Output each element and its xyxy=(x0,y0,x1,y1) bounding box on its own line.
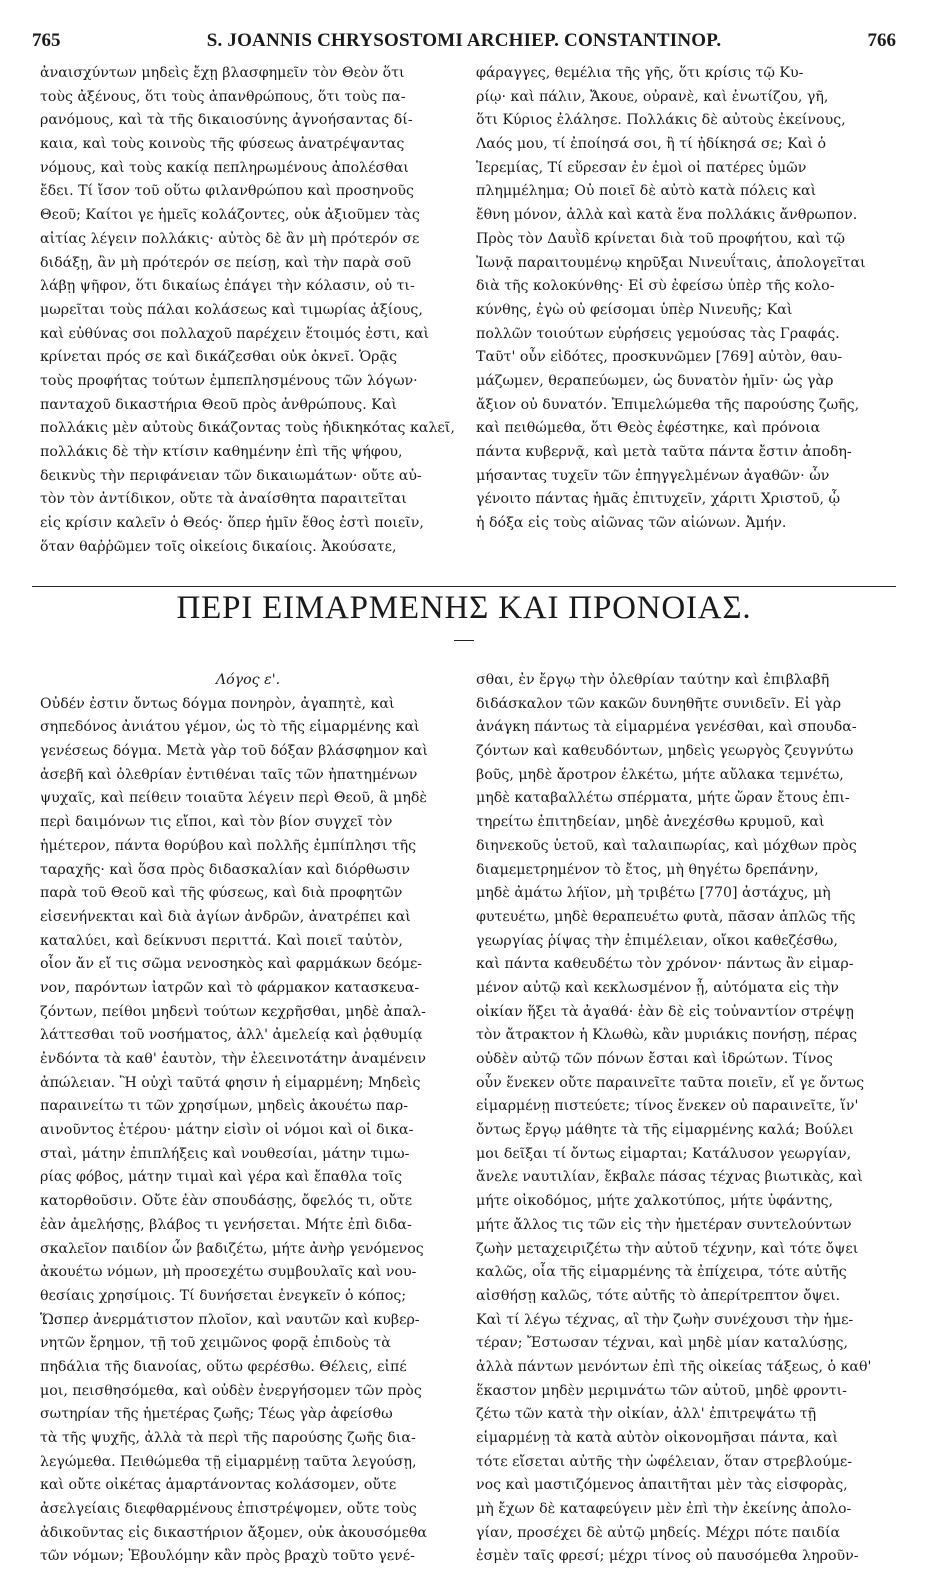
text-line: σταὶ, μάτην ἐπιπλήξεις καὶ νουθεσίαι, μάτην τιμω- xyxy=(40,1145,410,1162)
text-line: κύνθης, ἐγὼ οὐ φείσομαι ὑπὲρ Νινευῆς; Καὶ xyxy=(476,301,793,318)
text-line: πανταχοῦ δικαστήρια Θεοῦ πρὸς ἀνθρώπους. Καὶ xyxy=(40,396,397,413)
text-line: οἷον ἄν εἴ τις σῶμα νενοσηκὸς καὶ φαρμάκων δεόμε- xyxy=(40,956,423,973)
text-line: ὅτι Κύριος ἐλάλησε. Πολλάκις δὲ αὐτοὺς ἐκείνους, xyxy=(476,112,846,129)
page-number-right: 766 xyxy=(867,30,896,51)
text-line: ἔθνη μόνον, ἀλλὰ καὶ κατὰ ἕνα πολλάκις ἄνθρωπον. xyxy=(476,207,858,224)
text-line: τοὺς ἀξένους, ὅτι τοὺς ἀπανθρώπους, ὅτι τοὺς πα- xyxy=(40,88,406,105)
text-line: Λόγος ε'. xyxy=(215,672,281,688)
page-number-left: 765 xyxy=(32,30,61,51)
text-line: τέραν; Ἔστωσαν τέχναι, καὶ μηδὲ μίαν καταλύσῃς, xyxy=(476,1335,848,1352)
top-right-column xyxy=(476,62,892,536)
text-line: κατορθοῦσιν. Οὔτε ἐὰν σπουδάσῃς, ὄφελός τι, οὔτε xyxy=(40,1193,413,1210)
text-line: τὰ τῆς ψυχῆς, ἀλλὰ τὰ περὶ τῆς παρούσης ζωῆς δια- xyxy=(40,1430,416,1446)
text-line: μήσαντας τυχεῖν τῶν ἐπηγγελμένων ἀγαθῶν· ὧν xyxy=(476,467,830,484)
text-line: ἀνάγκη πάντως τὰ εἱμαρμένα γενέσθαι, καὶ σπουδα- xyxy=(476,719,857,736)
text-line: μήτε ἄλλος τις τῶν εἰς τὴν ἡμετέραν συντελούντων xyxy=(476,1216,852,1233)
text-line: ζόντων, πείθοι μηδενὶ τούτων κεχρῆσθαι, μηδὲ ἀπαλ- xyxy=(40,1003,426,1020)
text-line: πλημμέλημα; Οὐ ποιεῖ δὲ αὐτὸ κατὰ πόλεις καὶ xyxy=(476,183,817,200)
text-line: καταλύει, καὶ δείκνυσι περιττά. Καὶ ποιεῖ ταὐτὸν, xyxy=(40,932,403,949)
text-line: ἀσελγείαις διεφθαρμένους ἐπιστρέψομεν, οὔτε τοὺς xyxy=(40,1501,417,1518)
text-line: καλῶς, οἷα τῆς εἱμαρμένης τὰ ἐπίχειρα, τότε αὐτῆς xyxy=(476,1264,847,1281)
text-line: ὅταν θαῤῥῶμεν τοῖς οἰκείοις δικαίοις. Ἀκούσατε, xyxy=(40,538,397,555)
text-line: παρὰ τοῦ Θεοῦ καὶ τῆς φύσεως, καὶ διὰ προφητῶν xyxy=(40,885,403,902)
text-line: τότε εἴσεται αὐτῆς τὴν ὠφέλειαν, ὅταν στρεβλούμε- xyxy=(476,1453,853,1470)
text-line: σωτηρίαν τῆς ἡμετέρας ζωῆς; Τέως γὰρ ἀφείσθω xyxy=(40,1406,393,1423)
text-line: ἀσεβῆ καὶ ὀλεθρίαν ἐντιθέναι ταῖς τῶν ἠπατημένων xyxy=(40,766,418,783)
text-line: πολλάκις δὲ τὴν κτίσιν καθημένην ἐπὶ τῆς ψήφου, xyxy=(40,444,403,460)
text-line: γίαν, προσέχει δὲ αὐτῷ μηδείς. Μέχρι πότε παιδία xyxy=(476,1524,841,1541)
text-line: περὶ δαιμόνων τις εἴποι, καὶ τὸν βίον συγχεῖ τὸν xyxy=(40,814,393,831)
text-line: σκαλεῖον παιδίον ὧν βαδιζέτω, μήτε ἀνὴρ γενόμενος xyxy=(40,1240,424,1257)
text-line: πολλῶν τοιούτων εὑρήσεις γεμούσας τὰς Γραφάς. xyxy=(476,325,840,342)
text-line: καὶ πάντα καθευδέτω τὸν χρόνον· πάντως ἂν εἱμαρ- xyxy=(476,956,854,973)
bottom-right-column xyxy=(476,669,892,1569)
text-line: μοι, πεισθησόμεθα, καὶ οὐδὲν ἐνεργήσομεν τῶν πρὸς xyxy=(40,1382,422,1399)
text-line: μωρεῖται τοὺς πάλαι κολάσεως καὶ τιμωρίας ἀξίους, xyxy=(40,301,423,318)
text-line: ἀδικοῦντας εἰς δικαστήριον ἄξομεν, οὐκ ἀκουσόμεθα xyxy=(40,1524,427,1541)
text-line: μηδὲ ἀμάτω λήϊον, μὴ τριβέτω [770] ἀστάχυς, μὴ xyxy=(476,885,831,902)
text-line: καὶ εὐθύνας σοι πολλαχοῦ παρέχειν ἕτοιμός ἐστι, καὶ xyxy=(40,325,430,342)
text-line: ψυχαῖς, καὶ πείθειν τοιαῦτα λέγειν περὶ Θεοῦ, ἃ μηδὲ xyxy=(40,790,427,807)
text-line: νον, παρόντων ἰατρῶν καὶ τὸ φάρμακον κατασκευα- xyxy=(40,979,420,996)
text-line: ἐὰν ἀμελήσῃς, βλάβος τι γενήσεται. Μήτε ἐπὶ διδα- xyxy=(40,1216,412,1233)
text-line: ἀλλὰ πάντων μενόντων ἐπὶ τῆς οἰκείας τάξεως, ὁ καθ' xyxy=(476,1358,872,1375)
text-line: παραινείτω τι τῶν χρησίμων, μηδεὶς ἀκουέτω παρ- xyxy=(40,1098,409,1115)
text-line: φάραγγες, θεμέλια τῆς γῆς, ὅτι κρίσις τῷ Κυ- xyxy=(476,65,804,81)
text-line: ζέτω τῶν κατὰ τὴν οἰκίαν, ἀλλ' ἐπιτρεψάτω τῇ xyxy=(476,1406,817,1423)
text-line: οἰκίαν ἥξει τὰ ἀγαθά· ἐὰν δὲ εἰς τοὐναντίον στρέψῃ xyxy=(476,1003,854,1020)
text-line: ρίας φόβος, μάτην τιμαὶ καὶ γέρα καὶ ἔπαθλα τοῖς xyxy=(40,1169,403,1186)
text-line: Ταῦτ' οὖν εἰδότες, προσκυνῶμεν [769] αὐτὸν, θαυ- xyxy=(476,349,843,366)
text-line: διηνεκοῦς ὑετοῦ, καὶ ταλαιπωρίας, καὶ μόχθων πρὸς xyxy=(476,837,857,854)
text-line: νόμους, καὶ τοὺς κακίᾳ πεπληρωμένους ἀπολέσθαι xyxy=(40,159,409,176)
text-line: Ἰωνᾷ παραιτουμένῳ κηρῦξαι Νινευΐταις, ἀπολογεῖται xyxy=(476,254,866,271)
text-line: σηπεδόνος ἀνιάτου γέμον, ὡς τὸ τῆς εἱμαρμένης καὶ xyxy=(40,719,420,736)
text-line: τοὺς προφήτας τούτων ἐμπεπλησμένους τῶν λόγων· xyxy=(40,372,418,389)
text-line: λάβῃ ψῆφον, ὅτι δικαίως ἐπάγει τὴν κόλασιν, οὐ τι- xyxy=(40,278,415,295)
text-line: ἐσμὲν ταῖς φρεσί; μέχρι τίνος οὐ παυσόμεθα ληροῦν- xyxy=(476,1548,859,1565)
text-line: ἄξιον οὐ δυνατόν. Ἐπιμελώμεθα τῆς παρούσης ζωῆς, xyxy=(476,396,860,413)
text-line: βοῦς, μηδὲ ἄροτρον ἑλκέτω, μήτε αὔλακα τεμνέτω, xyxy=(476,766,844,783)
section-title: ΠΕΡΙ ΕΙΜΑΡΜΕΝΗΣ ΚΑΙ ΠΡΟΝΟΙΑΣ. xyxy=(176,590,752,626)
text-line: μὴ ἔχων δὲ καταφεύγειν μὲν ἐπὶ τὴν ἐκείνης ἀπολο- xyxy=(476,1501,852,1518)
text-line: διδάσκαλον τῶν κακῶν δυνηθῆτε συνιδεῖν. Εἰ γὰρ xyxy=(476,695,842,712)
text-line: ἐνδόντα τὰ καθ' ἑαυτὸν, τὴν ἐλεεινοτάτην ἀναμένειν xyxy=(40,1051,427,1067)
running-title: S. JOANNIS CHRYSOSTOMI ARCHIEP. CONSTANTINOP. xyxy=(206,30,722,51)
text-line: Καὶ τί λέγω τέχνας, αἳ τὴν ζωὴν συνέχουσι τὴν ἡμε- xyxy=(476,1311,854,1328)
text-line: τηρείτω ἐπιτηδείαν, μηδὲ ἀνεχέσθω κρυμοῦ, καὶ xyxy=(476,814,825,831)
text-line: Ἱερεμίας, Τί εὕρεσαν ἐν ἐμοὶ οἱ πατέρες ὑμῶν xyxy=(476,159,807,176)
text-line: εἱμαρμένῃ τὰ κατὰ αὐτὸν οἰκονομῆσαι πάντα, καὶ xyxy=(476,1430,839,1446)
text-line: εἱμαρμένῃ πιστεύετε; τίνος ἕνεκεν οὐ παραινεῖτε, ἵν' xyxy=(476,1098,859,1115)
text-line: μοι δεῖξαι τί ὄντως εἱμαρται; Κατάλυσον γεωργίαν, xyxy=(476,1145,852,1162)
top-left-column xyxy=(40,62,456,559)
text-line: γένοιτο πάντας ἡμᾶς ἐπιτυχεῖν, χάριτι Χριστοῦ, ᾧ xyxy=(476,491,841,508)
text-line: σθαι, ἐν ἔργῳ τὴν ὀλεθρίαν ταύτην καὶ ἐπιβλαβῆ xyxy=(476,672,830,688)
text-line: ἕκαστον μηδὲν μεριμνάτω τῶν αὐτοῦ, μηδὲ φροντι- xyxy=(476,1382,847,1399)
text-line: λάττεσθαι τοῦ νοσήματος, ἀλλ' ἀμελείᾳ καὶ ῥᾳθυμίᾳ xyxy=(40,1027,423,1044)
section-divider xyxy=(32,586,896,587)
text-line: αἰτίας λέγειν πολλάκις· αὐτὸς δὲ ἂν μὴ πρότερόν σε xyxy=(40,230,420,247)
text-line: γεωργίας ῥίψας τὴν ἐπιμέλειαν, οἴκοι καθεζέσθω, xyxy=(476,932,838,949)
text-line: Οὐδέν ἐστιν ὄντως δόγμα πονηρὸν, ἀγαπητὲ, καὶ xyxy=(40,695,395,712)
text-line: διαμεμετρημένον τὸ ἔτος, μὴ θηγέτω δρεπάνην, xyxy=(476,861,819,878)
text-line: ἀκουέτω νόμων, μὴ προσεχέτω συμβουλαῖς καὶ νου- xyxy=(40,1264,417,1281)
text-line: καια, καὶ τοὺς κοινοὺς τῆς φύσεως ἀνατρέψαντας xyxy=(40,136,405,153)
text-line: καὶ οὔτε οἰκέτας ἁμαρτάνοντας κολάσομεν, οὔτε xyxy=(40,1477,397,1494)
text-line: αινοῦντος ἑτέρου· μάτην εἰσὶν οἱ νόμοι καὶ οἱ δικα- xyxy=(40,1122,414,1139)
text-line: λεγώμεθα. Πειθώμεθα τῇ εἱμαρμένῃ ταῦτα λεγούσῃ, xyxy=(40,1453,417,1470)
text-line: ζωὴν μεταχειριζέτω τὴν αὐτοῦ τέχνην, καὶ τότε ὄψει xyxy=(476,1240,859,1257)
text-line: μένον αὐτῷ καὶ κεκλωσμένον ᾖ, αὐτόματα εἰς τὴν xyxy=(476,979,839,996)
text-line: ζόντων καὶ καθευδόντων, μηδεὶς γεωργὸς ζευγνύτω xyxy=(476,743,854,760)
text-line: δεικνὺς τὴν περιφάνειαν τῶν δικαιωμάτων· οὔτε αὐ- xyxy=(40,467,422,484)
text-line: ἔδει. Τί ἴσον τοῦ οὕτω φιλανθρώπου καὶ προσηνοῦς xyxy=(40,183,414,200)
text-line: Λαός μου, τί ἐποίησά σοι, ἢ τί ἠδίκησά σε; Καὶ ὁ xyxy=(476,136,827,153)
text-line: ἄνελε ναυτιλίαν, ἔκβαλε πάσας τέχνας βιωτικὰς, καὶ xyxy=(476,1169,863,1186)
text-line: νος καὶ μαστιζόμενος ἀπαιτῆται μὲν τὰς εἰσφορὰς, xyxy=(476,1477,848,1494)
text-line: ταραχῆς· καὶ ὅσα πρὸς διδασκαλίαν καὶ διόρθωσιν xyxy=(40,861,411,878)
text-line: τῶν νόμων; Ἐβουλόμην κἂν πρὸς βραχὺ τοῦτο γενέ- xyxy=(40,1548,415,1565)
text-line: μηδὲ καταβαλλέτω σπέρματα, μήτε ὥραν ἔτους ἐπι- xyxy=(476,790,850,807)
text-line: οὖν ἕνεκεν οὔτε παραινεῖτε ταῦτα ποιεῖν, εἴ γε ὄντως xyxy=(476,1074,865,1091)
text-line: διὰ τῆς κολοκύνθης· Εἰ σὺ ἐφείσω ὑπὲρ τῆς κολο- xyxy=(476,278,835,295)
text-line: φυτευέτω, μηδὲ θεραπευέτω φυτὰ, πᾶσαν ἁπλῶς τῆς xyxy=(476,908,856,925)
text-line: ἡμέτερον, πάντα θορύβου καὶ πολλῆς ἐμπίπλησι τῆς xyxy=(40,837,417,854)
bottom-left-column xyxy=(40,669,456,1569)
text-line: γενέσεως δόγμα. Μετὰ γὰρ τοῦ δόξαν βλάσφημον καὶ xyxy=(40,743,428,760)
text-line: Πρὸς τὸν Δαυῒδ κρίνεται διὰ τοῦ προφήτου, καὶ τῷ xyxy=(476,230,845,247)
text-line: Ὥσπερ ἀνερμάτιστον πλοῖον, καὶ ναυτῶν καὶ κυβερ- xyxy=(40,1311,420,1328)
text-line: τὸν τὸν ἀντίδικον, οὔτε τὰ ἀναίσθητα παραιτεῖται xyxy=(40,491,407,508)
text-line: πηδάλια τῆς διανοίας, οὕτω φερέσθω. Θέλεις, εἰπέ xyxy=(40,1358,407,1375)
text-line: κρίνεται πρός σε καὶ δικάζεσθαι οὐκ ὀκνεῖ. Ὁρᾷς xyxy=(40,349,398,366)
running-header xyxy=(32,30,896,60)
text-line: ἡ δόξα εἰς τοὺς αἰῶνας τῶν αἰώνων. Ἀμήν. xyxy=(476,515,787,532)
text-line: ἀναισχύντων μηδεὶς ἔχῃ βλασφημεῖν τὸν Θεὸν ὅτι xyxy=(40,65,405,81)
text-line: εἰσενήνεκται καὶ διὰ ἁγίων ἀνδρῶν, ἀνατρέπει καὶ xyxy=(40,908,411,925)
text-line: θεσίαις χρησίμοις. Τί δυνήσεται ἐνεγκεῖν ὁ κόπος; xyxy=(40,1287,407,1304)
text-line: Θεοῦ; Καίτοι γε ἡμεῖς κολάζοντες, οὐκ ἀξιοῦμεν τὰς xyxy=(40,207,420,224)
text-line: διδάξῃ, ἂν μὴ πρότερόν σε πείσῃ, καὶ τὴν παρὰ σοῦ xyxy=(40,254,412,271)
text-line: πάντα κυβερνᾷ, καὶ μετὰ ταῦτα πάντα ἔστιν ἀποδη- xyxy=(476,444,852,460)
title-dash xyxy=(454,640,474,641)
text-line: ρίῳ· καὶ πάλιν, Ἄκουε, οὐρανὲ, καὶ ἐνωτίζου, γῆ, xyxy=(476,88,829,105)
text-line: ρανόμους, καὶ τὰ τῆς δικαιοσύνης ἀγνοήσαντας δί- xyxy=(40,112,413,129)
text-line: τὸν ἄτρακτον ἡ Κλωθὼ, κἂν μυριάκις πονήσῃ, πέρας xyxy=(476,1027,858,1044)
text-line: αἰσθήσῃ καλῶς, τότε αὐτῆς τὸ ἀπερίτρεπτον ὄψει. xyxy=(476,1287,841,1304)
text-line: ὄντως ἔργῳ μάθητε τὰ τῆς εἱμαρμένης καλά; Βούλει xyxy=(476,1122,854,1139)
text-line: μήτε οἰκοδόμος, μήτε χαλκοτύπος, μήτε ὑφάντης, xyxy=(476,1193,834,1210)
text-line: πολλάκις μὲν αὐτοὺς δικάζοντας τοὺς ἠδικηκότας καλεῖ, xyxy=(40,420,455,437)
text-line: νητῶν ἔρημον, τῇ τοῦ χειμῶνος φορᾷ ἐπιδοὺς τὰ xyxy=(40,1335,391,1352)
text-line: μάζωμεν, θεραπεύωμεν, ὡς δυνατὸν ἡμῖν· ὡς γὰρ xyxy=(476,372,834,389)
text-line: καὶ πειθώμεθα, ὅτι Θεὸς ἐφέστηκε, καὶ πρόνοια xyxy=(476,420,821,437)
text-line: ἀπώλειαν. Ἢ οὐχὶ ταῦτά φησιν ἡ εἱμαρμένη; Μηδεὶς xyxy=(40,1074,421,1091)
text-line: οὐδὲν αὐτῷ τῶν πόνων ἔσται καὶ ἱδρώτων. Τίνος xyxy=(476,1051,833,1067)
text-line: εἰς κρίσιν καλεῖν ὁ Θεός· ὅπερ ἡμῖν ἔθος ἐστὶ ποιεῖν, xyxy=(40,515,424,532)
